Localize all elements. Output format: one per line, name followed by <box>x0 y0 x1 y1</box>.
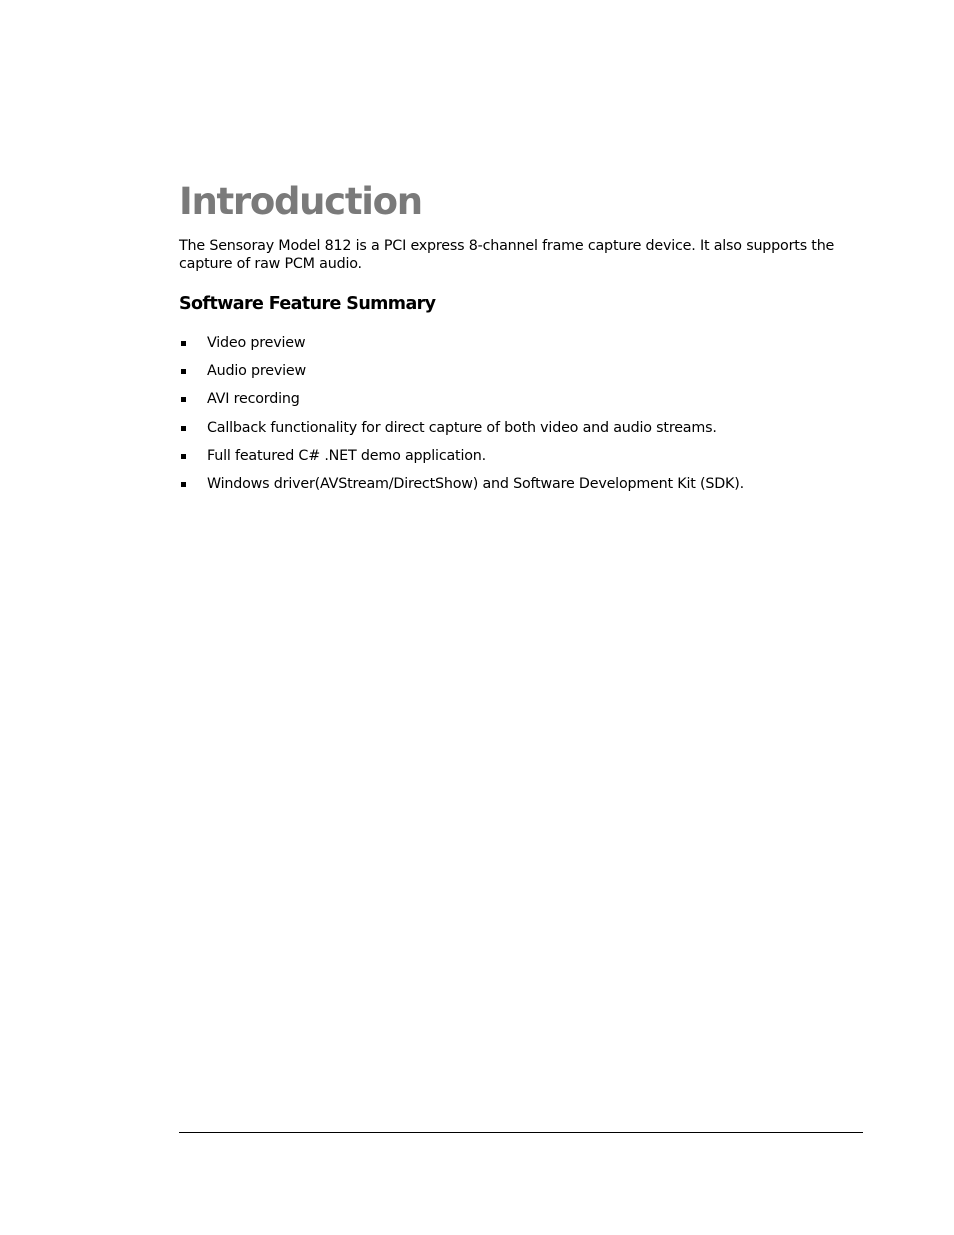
square-bullet-icon <box>181 341 186 346</box>
square-bullet-icon <box>181 482 186 487</box>
feature-item-text: AVI recording <box>207 391 300 408</box>
square-bullet-icon <box>181 369 186 374</box>
square-bullet-icon <box>181 426 186 431</box>
feature-item-text: Video preview <box>207 335 306 351</box>
feature-item-text: Full featured C# .NET demo application. <box>207 447 486 464</box>
intro-paragraph: The Sensoray Model 812 is a PCI express 8-channel frame capture device. It also supports the capture of raw PCM audio. <box>179 238 835 272</box>
feature-item-text: Windows driver(AVStream/DirectShow) and Software Development Kit (SDK). <box>207 475 744 492</box>
section-heading: Software Feature Summary <box>179 294 436 314</box>
square-bullet-icon <box>181 454 186 459</box>
footer-rule <box>179 1132 863 1133</box>
page-title: Introduction <box>179 180 422 223</box>
feature-item-text: Audio preview <box>207 363 306 380</box>
feature-item-text: Callback functionality for direct capture of both video and audio streams. <box>207 419 717 436</box>
square-bullet-icon <box>181 397 186 402</box>
